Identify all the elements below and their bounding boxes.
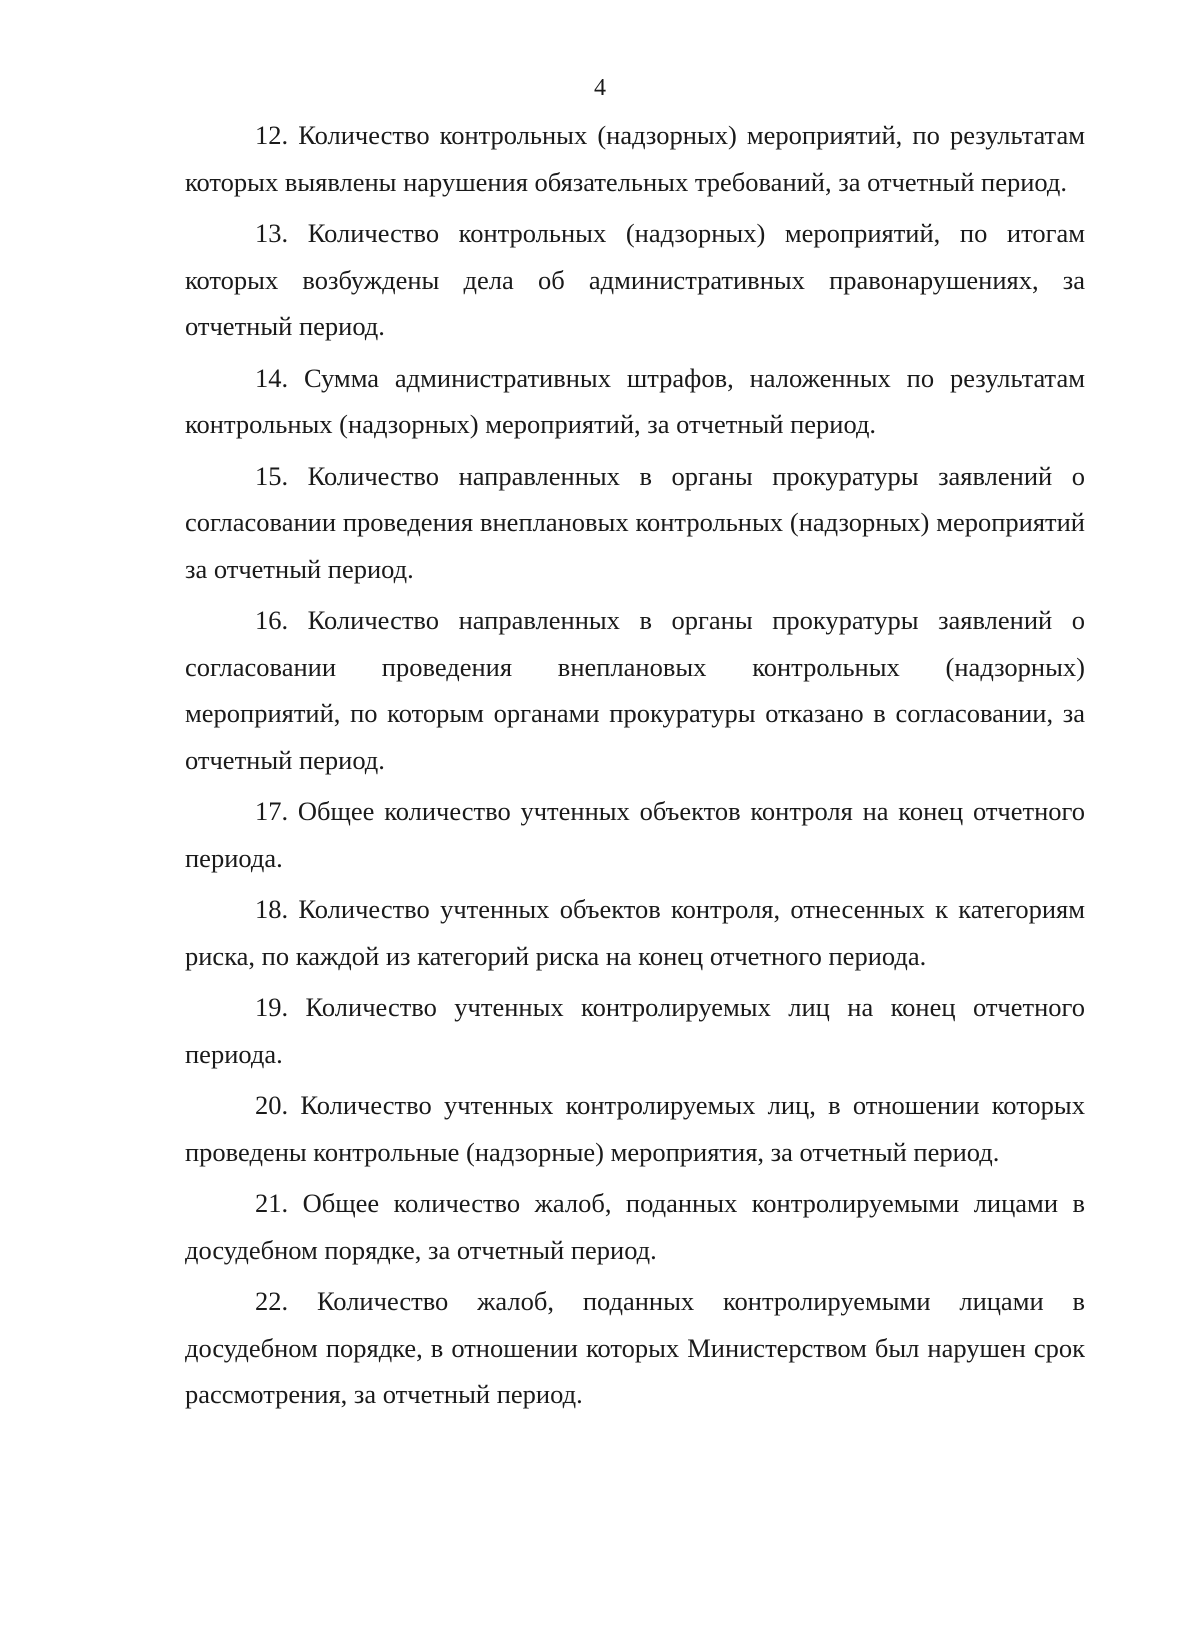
page-number: 4 (594, 75, 606, 101)
document-body (185, 112, 1085, 1423)
list-item-15: 15. Количество направленных в органы прокуратуры заявлений о согласовании проведения внеплановых контрольных (надзорных) мероприятий за отчетный период. (185, 460, 1085, 584)
list-item-12: 12. Количество контрольных (надзорных) мероприятий, по результатам которых выявлены нарушения обязательных требований, за отчетный период. (185, 120, 1085, 197)
list-item-13: 13. Количество контрольных (надзорных) мероприятий, по итогам которых возбуждены дела об административных правонарушениях, за отчетный период. (185, 218, 1085, 341)
list-item-17: 17. Общее количество учтенных объектов контроля на конец отчетного периода. (185, 796, 1085, 873)
list-item-18: 18. Количество учтенных объектов контроля, отнесенных к категориям риска, по каждой из категорий риска на конец отчетного периода. (185, 894, 1085, 971)
list-item-21: 21. Общее количество жалоб, поданных контролируемыми лицами в досудебном порядке, за отчетный период. (185, 1188, 1085, 1265)
list-item-16: 16. Количество направленных в органы прокуратуры заявлений о согласовании проведения внеплановых контрольных (надзорных) мероприятий, по которым органами прокуратуры отказано в согласовании, за отчетный период. (185, 605, 1085, 775)
list-item-20: 20. Количество учтенных контролируемых лиц, в отношении которых проведены контрольные (надзорные) мероприятия, за отчетный период. (185, 1090, 1085, 1167)
list-item-19: 19. Количество учтенных контролируемых лиц на конец отчетного периода. (185, 992, 1085, 1069)
list-item-14: 14. Сумма административных штрафов, наложенных по результатам контрольных (надзорных) мероприятий, за отчетный период. (185, 362, 1085, 439)
list-item-22: 22. Количество жалоб, поданных контролируемыми лицами в досудебном порядке, в отношении которых Министерством был нарушен срок рассмотрения, за отчетный период. (185, 1286, 1085, 1409)
